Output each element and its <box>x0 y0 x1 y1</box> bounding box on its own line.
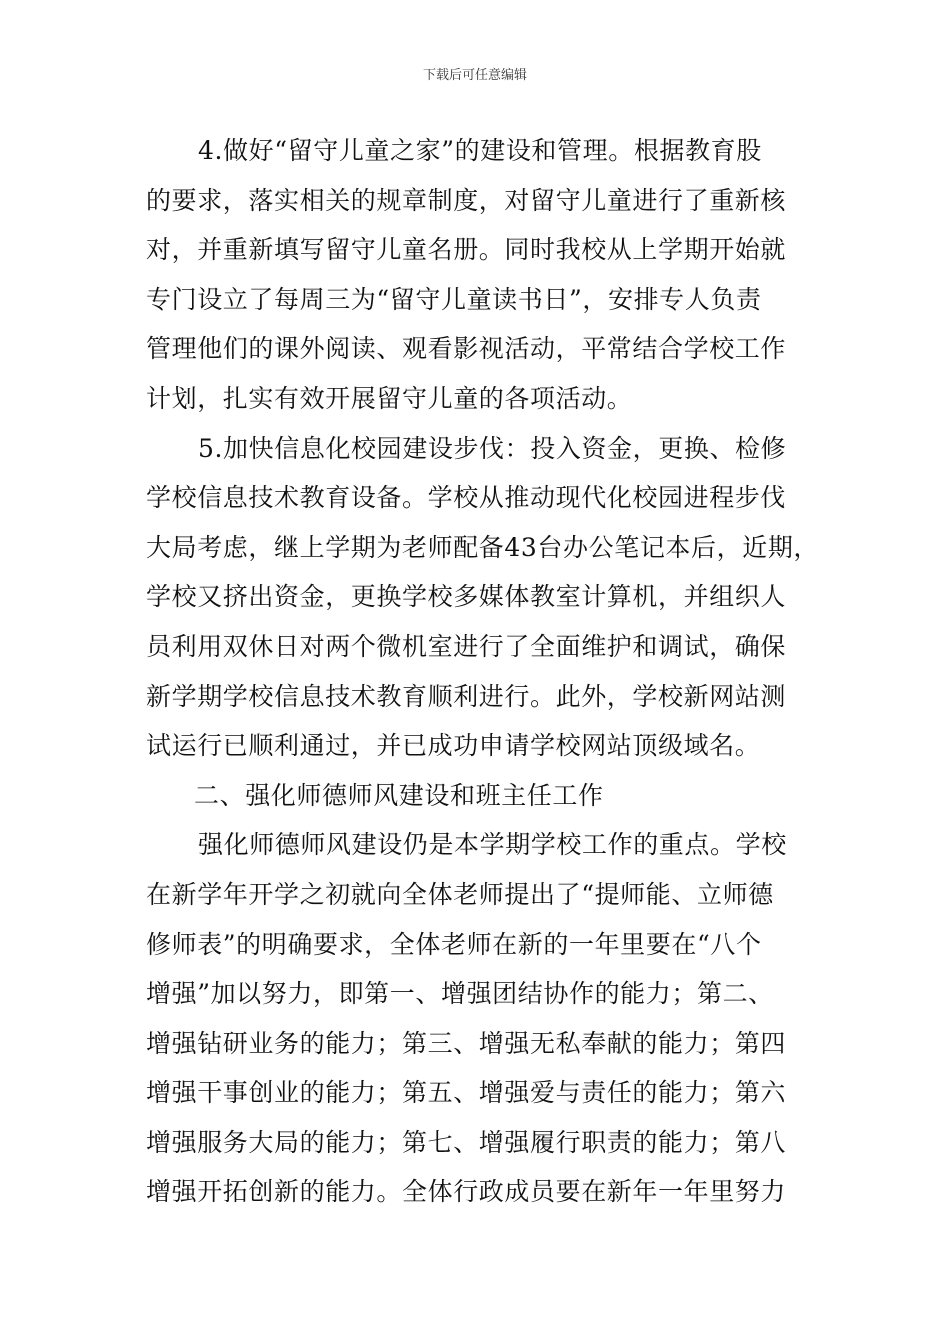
paragraph-line: 增强服务大局的能力；第七、增强履行职责的能力；第八 <box>146 1127 787 1157</box>
paragraph-line: 试运行已顺利通过，并已成功申请学校网站顶级域名。 <box>146 731 761 761</box>
paragraph-line: 增强钻研业务的能力；第三、增强无私奉献的能力；第四 <box>146 1028 787 1058</box>
paragraph-line: 强化师德师风建设仍是本学期学校工作的重点。学校 <box>198 830 787 860</box>
paragraph-line: 增强干事创业的能力；第五、增强爱与责任的能力；第六 <box>146 1078 787 1108</box>
paragraph-line: 修师表”的明确要求，全体老师在新的一年里要在“八个 <box>146 929 762 959</box>
paragraph-line: 对，并重新填写留守儿童名册。同时我校从上学期开始就 <box>146 235 787 265</box>
paragraph-line: 专门设立了每周三为“留守儿童读书日”，安排专人负责 <box>146 284 762 314</box>
section-heading: 二、强化师德师风建设和班主任工作 <box>194 780 604 810</box>
paragraph-line: 新学期学校信息技术教育顺利进行。此外，学校新网站测 <box>146 681 787 711</box>
paragraph-line: 员利用双休日对两个微机室进行了全面维护和调试，确保 <box>146 631 787 661</box>
paragraph-line: 大局考虑，继上学期为老师配备43台办公笔记本后，近期， <box>146 532 820 562</box>
page-header-note: 下载后可任意编辑 <box>422 68 527 83</box>
paragraph-line: 计划，扎实有效开展留守儿童的各项活动。 <box>146 383 633 413</box>
paragraph-line: 管理他们的课外阅读、观看影视活动，平常结合学校工作 <box>146 334 787 364</box>
paragraph-line: 增强开拓创新的能力。全体行政成员要在新年一年里努力 <box>146 1177 787 1207</box>
paragraph-line: 学校信息技术教育设备。学校从推动现代化校园进程步伐 <box>146 483 787 513</box>
paragraph-line: 4.做好“留守儿童之家”的建设和管理。根据教育股 <box>198 136 762 165</box>
paragraph-line: 的要求，落实相关的规章制度，对留守儿童进行了重新核 <box>146 185 787 215</box>
paragraph-line: 增强”加以努力，即第一、增强团结协作的能力；第二、 <box>146 979 774 1009</box>
document-body <box>146 126 820 1217</box>
paragraph-line: 5.加快信息化校园建设步伐：投入资金，更换、检修 <box>198 433 787 463</box>
paragraph-line: 在新学年开学之初就向全体老师提出了“提师能、立师德 <box>146 879 774 909</box>
paragraph-line: 学校又挤出资金，更换学校多媒体教室计算机，并组织人 <box>146 582 787 612</box>
